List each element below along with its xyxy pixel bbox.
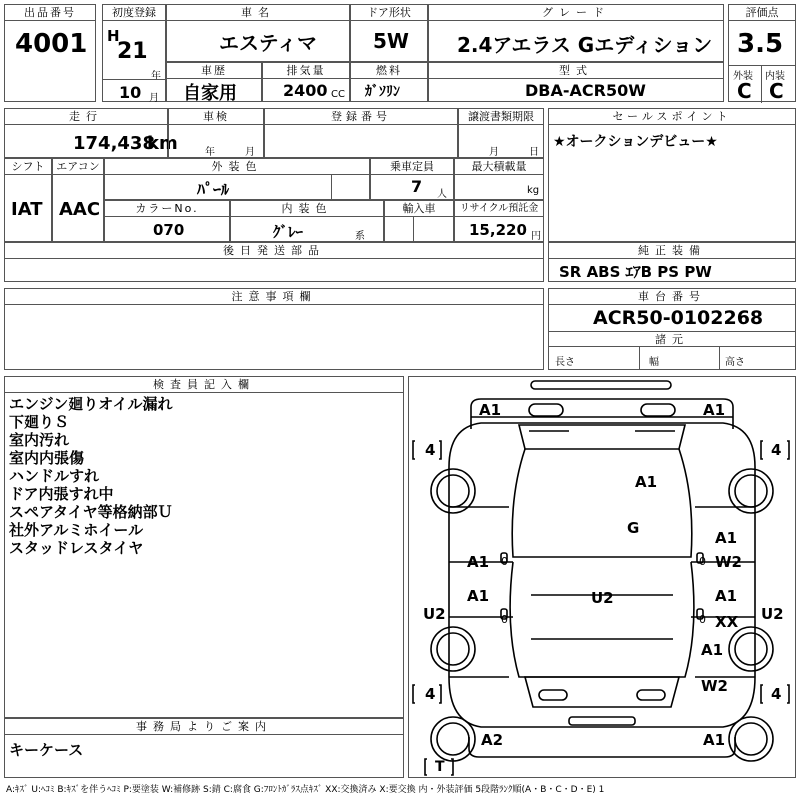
- recycle-box: [454, 200, 544, 242]
- inspector-note-item: 室内汚れ: [9, 431, 70, 449]
- mark-right-quarter-2: W2: [701, 677, 728, 695]
- capacity-box: [370, 158, 454, 200]
- shift: IAT: [11, 199, 43, 220]
- fuel: ｶﾞｿﾘﾝ: [365, 84, 400, 100]
- transfer-month-unit: 月: [489, 147, 499, 158]
- car-diagram: [409, 377, 795, 777]
- reg-month: 10: [119, 83, 142, 102]
- color: ﾊﾟｰﾙ: [197, 180, 230, 199]
- grade-label: グレード: [429, 5, 723, 21]
- windshield: [519, 425, 685, 449]
- fuel-label: 燃料: [351, 63, 427, 79]
- small-zero-3: 0: [501, 613, 508, 626]
- grade: 2.4アエラス Gエディション: [457, 33, 713, 57]
- load-box: [454, 158, 544, 200]
- color-no-box: [104, 200, 230, 242]
- transfer-day-unit: 日: [529, 147, 539, 158]
- mark-roof: G: [627, 519, 640, 537]
- displacement: 2400: [283, 81, 328, 100]
- ext-label: 外装: [733, 71, 753, 82]
- reg-number-label: 登録番号: [265, 109, 457, 125]
- int-color: ｸﾞﾚｰ: [273, 223, 304, 241]
- ac-box: [52, 158, 104, 242]
- disp-unit: CC: [331, 89, 345, 100]
- interior-color-box: [230, 200, 384, 242]
- capacity-label: 乗車定員: [371, 159, 453, 175]
- shift-box: [4, 158, 52, 242]
- headlight-left: [529, 404, 563, 416]
- mark-left-front-door: A1: [467, 553, 490, 571]
- inspection-label: 車検: [169, 109, 263, 125]
- inspector-note-item: ドア内張すれ中: [9, 485, 114, 503]
- tire-rear-left: 4: [425, 685, 436, 703]
- equipment-box: [548, 242, 796, 282]
- later-parts-box: [4, 242, 544, 282]
- rear-bumper: [469, 737, 735, 757]
- car-name-box: [166, 4, 350, 62]
- sales-point: ★オークションデビュー★: [553, 134, 718, 150]
- sales-point-label: セールスポイント: [549, 109, 795, 125]
- int-color-label: 内装色: [231, 201, 383, 217]
- mark-left-rear-door: A1: [467, 587, 490, 605]
- color-box: [104, 158, 370, 200]
- fuel-box: [350, 62, 428, 102]
- history-box: [166, 62, 262, 102]
- reg-year: 21: [117, 39, 148, 64]
- insp-year-unit: 年: [205, 147, 215, 158]
- first-registration-box: [102, 4, 166, 102]
- chassis-number: ACR50-0102268: [593, 307, 764, 329]
- door-box: [350, 4, 428, 62]
- int-grade: C: [769, 79, 784, 103]
- shift-label: シフト: [5, 159, 51, 175]
- small-zero-4: 0: [699, 613, 706, 626]
- import-box: [384, 200, 454, 242]
- capacity-unit: 人: [437, 189, 447, 200]
- recycle: 15,220: [469, 221, 527, 239]
- displacement-box: [262, 62, 350, 102]
- transfer-box: [458, 108, 544, 158]
- car-name-label: 車名: [167, 5, 349, 21]
- first-reg-label: 初度登録: [103, 5, 165, 21]
- tire-front-left: 4: [425, 441, 436, 459]
- caution-box: [4, 288, 544, 370]
- color-no-label: カラーNo.: [105, 201, 229, 217]
- load-unit: kg: [527, 185, 540, 196]
- model-box: [428, 62, 724, 102]
- recycle-label: リサイクル預託金: [455, 201, 543, 217]
- tire-rear-right: 4: [771, 685, 782, 703]
- grade-box: [428, 4, 724, 62]
- dims-width: 幅: [649, 357, 659, 368]
- office-note: キーケース: [9, 741, 84, 759]
- door-label: ドア形状: [351, 5, 427, 21]
- roof: [512, 449, 692, 557]
- color-label: 外装色: [105, 159, 369, 175]
- diagram-box: [408, 376, 796, 778]
- ac: AAC: [59, 199, 101, 220]
- inspector-note-item: スタッドレスタイヤ: [9, 539, 144, 557]
- front-bumper: [531, 381, 671, 389]
- inspector-note-item: 下廻りＳ: [9, 413, 70, 431]
- mark-rear-right: A1: [703, 731, 726, 749]
- mark-center: U2: [591, 589, 614, 607]
- model-code: DBA-ACR50W: [525, 81, 646, 100]
- rear-window: [525, 677, 679, 707]
- mark-right-front-door: A1: [715, 529, 738, 547]
- ext-grade: C: [737, 79, 752, 103]
- model-label: 型式: [429, 63, 723, 79]
- headlight-right: [641, 404, 675, 416]
- later-parts-label: 後日発送部品: [5, 243, 543, 259]
- inspector-note-item: スペアタイヤ等格納部Ｕ: [9, 503, 173, 521]
- import-label: 輸入車: [385, 201, 453, 217]
- inspector-note-item: ハンドルすれ: [9, 467, 100, 485]
- recycle-unit: 円: [531, 231, 541, 242]
- mark-left-sill: U2: [423, 605, 446, 623]
- mark-right-rear-door: A1: [715, 587, 738, 605]
- small-zero-2: 0: [699, 555, 706, 568]
- mark-right-front-door-2: W2: [715, 553, 742, 571]
- era: H: [107, 27, 120, 45]
- mileage: 174,438: [73, 133, 155, 154]
- legend: A:ｷｽﾞ U:ﾍｺﾐ B:ｷｽﾞを伴うﾍｺﾐ P:要塗装 W:補修跡 S:錆 C:腐食 G:ﾌﾛﾝﾄｶﾞﾗｽ点ｷｽﾞ XX:交換済み X:要交換 内・外装評価 5段階ﾗﾝｸ順(A・B・C・D・E) 1: [6, 785, 605, 795]
- inspector-note-item: エンジン廻りオイル漏れ: [9, 395, 173, 413]
- history: 自家用: [183, 83, 237, 104]
- car-name: エスティマ: [219, 31, 317, 55]
- inspection-box: [168, 108, 264, 158]
- inspector-note-item: 社外アルミホイール: [9, 521, 144, 539]
- inspector-note-item: 室内内張傷: [9, 449, 85, 467]
- chassis-box: [548, 288, 796, 370]
- score-box: [728, 4, 796, 102]
- inspector-notes: [9, 395, 173, 557]
- mileage-box: [4, 108, 178, 158]
- reg-number-box: [264, 108, 458, 158]
- dims-height: 高さ: [725, 357, 745, 368]
- lot-label: 出品番号: [5, 5, 95, 21]
- caution-label: 注意事項欄: [5, 289, 543, 305]
- score-label: 評価点: [729, 5, 795, 21]
- transfer-label: 譲渡書類期限: [459, 109, 543, 125]
- ac-label: エアコン: [53, 159, 103, 175]
- sales-point-box: [548, 108, 796, 242]
- equipment: SR ABS ｴｱB PS PW: [559, 263, 712, 281]
- mileage-label: 走行: [5, 109, 167, 125]
- dims-label: 諸元: [549, 331, 795, 347]
- inspector-label: 検査員記入欄: [5, 377, 403, 393]
- history-label: 車歴: [167, 63, 261, 79]
- load-label: 最大積載量: [455, 159, 543, 175]
- office-box: [4, 718, 404, 778]
- capacity: 7: [411, 177, 423, 196]
- lot-box: [4, 4, 96, 102]
- rear-garnish: [569, 717, 635, 725]
- color-no: 070: [153, 221, 185, 239]
- mark-right-rear-door-2: XX: [715, 613, 739, 631]
- equipment-label: 純正装備: [549, 243, 795, 259]
- int-color-unit: 系: [355, 231, 365, 242]
- dims-length: 長さ: [555, 357, 575, 368]
- small-zero-1: 0: [501, 555, 508, 568]
- tire-front-right: 4: [771, 441, 782, 459]
- insp-month-unit: 月: [245, 147, 255, 158]
- mark-hood: A1: [635, 473, 658, 491]
- mileage-unit: km: [147, 133, 178, 154]
- mark-front-left: A1: [479, 401, 502, 419]
- score: 3.5: [737, 29, 784, 59]
- int-label: 内装: [765, 71, 785, 82]
- year-unit: 年: [151, 71, 161, 82]
- office-label: 事務局よりご案内: [5, 719, 403, 735]
- lot-number: 4001: [15, 29, 88, 59]
- mark-right-quarter: A1: [701, 641, 724, 659]
- spare-tire: T: [435, 759, 445, 775]
- month-unit: 月: [149, 93, 159, 104]
- mark-right-sill: U2: [761, 605, 784, 623]
- door-type: 5W: [373, 29, 409, 53]
- disp-label: 排気量: [263, 63, 349, 79]
- mark-front-right: A1: [703, 401, 726, 419]
- mark-rear-left: A2: [481, 731, 504, 749]
- chassis-label: 車台番号: [549, 289, 795, 305]
- inspector-box: [4, 376, 404, 718]
